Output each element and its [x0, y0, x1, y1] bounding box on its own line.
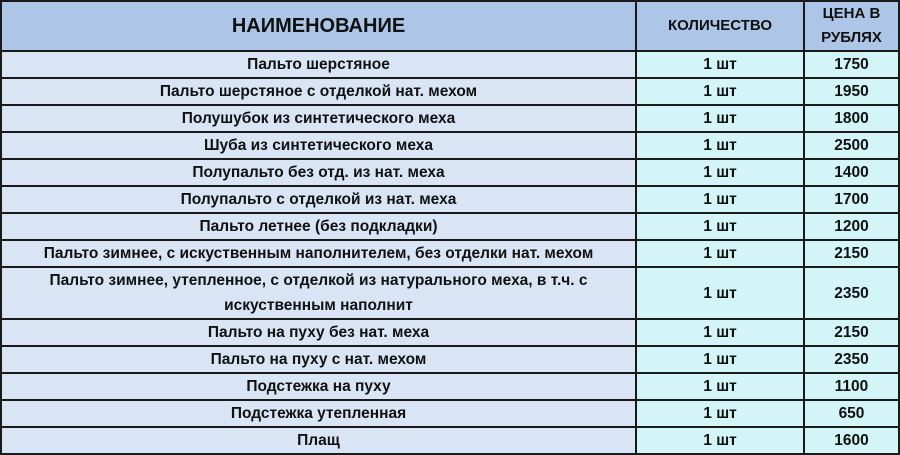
item-name: Плащ	[1, 427, 636, 454]
header-row	[1, 1, 899, 51]
item-quantity: 1 шт	[636, 267, 804, 319]
item-price: 1600	[804, 427, 899, 454]
item-quantity: 1 шт	[636, 346, 804, 373]
header-price: ЦЕНА В РУБЛЯХ	[804, 1, 899, 51]
item-price: 1750	[804, 51, 899, 78]
item-name: Пальто шерстяное	[1, 51, 636, 78]
table-row	[1, 186, 899, 213]
item-quantity: 1 шт	[636, 240, 804, 267]
table-row	[1, 213, 899, 240]
item-quantity: 1 шт	[636, 319, 804, 346]
item-name: Шуба из синтетического меха	[1, 132, 636, 159]
item-price: 1400	[804, 159, 899, 186]
item-quantity: 1 шт	[636, 132, 804, 159]
item-name: Подстежка утепленная	[1, 400, 636, 427]
item-quantity: 1 шт	[636, 427, 804, 454]
item-price: 650	[804, 400, 899, 427]
item-price: 2150	[804, 240, 899, 267]
table-body	[1, 51, 899, 454]
table-row	[1, 427, 899, 454]
item-price: 1100	[804, 373, 899, 400]
item-name: Полупальто с отделкой из нат. меха	[1, 186, 636, 213]
table-row	[1, 319, 899, 346]
item-name: Полушубок из синтетического меха	[1, 105, 636, 132]
item-price: 1950	[804, 78, 899, 105]
item-quantity: 1 шт	[636, 400, 804, 427]
item-price: 2500	[804, 132, 899, 159]
table-row	[1, 373, 899, 400]
item-quantity: 1 шт	[636, 213, 804, 240]
table-row	[1, 132, 899, 159]
item-name: Пальто на пуху без нат. меха	[1, 319, 636, 346]
table-row	[1, 105, 899, 132]
item-price: 1800	[804, 105, 899, 132]
item-name: Полупальто без отд. из нат. меха	[1, 159, 636, 186]
item-price: 2150	[804, 319, 899, 346]
item-price: 2350	[804, 346, 899, 373]
item-quantity: 1 шт	[636, 105, 804, 132]
item-price: 2350	[804, 267, 899, 319]
item-name: Подстежка на пуху	[1, 373, 636, 400]
item-quantity: 1 шт	[636, 373, 804, 400]
item-name: Пальто зимнее, утепленное, с отделкой из натурального меха, в т.ч. с искуственным наполнит	[1, 267, 636, 319]
header-name: НАИМЕНОВАНИЕ	[1, 1, 636, 51]
item-quantity: 1 шт	[636, 78, 804, 105]
item-quantity: 1 шт	[636, 51, 804, 78]
table-header	[1, 1, 899, 51]
header-quantity: КОЛИЧЕСТВО	[636, 1, 804, 51]
item-name: Пальто на пуху с нат. мехом	[1, 346, 636, 373]
item-name: Пальто шерстяное с отделкой нат. мехом	[1, 78, 636, 105]
table-row	[1, 400, 899, 427]
table-row	[1, 51, 899, 78]
table-row	[1, 346, 899, 373]
item-name: Пальто летнее (без подкладки)	[1, 213, 636, 240]
table-row	[1, 159, 899, 186]
item-quantity: 1 шт	[636, 159, 804, 186]
table-row	[1, 78, 899, 105]
item-name: Пальто зимнее, с искуственным наполнителем, без отделки нат. мехом	[1, 240, 636, 267]
item-price: 1200	[804, 213, 899, 240]
item-price: 1700	[804, 186, 899, 213]
table-row	[1, 240, 899, 267]
item-quantity: 1 шт	[636, 186, 804, 213]
table-row	[1, 267, 899, 319]
